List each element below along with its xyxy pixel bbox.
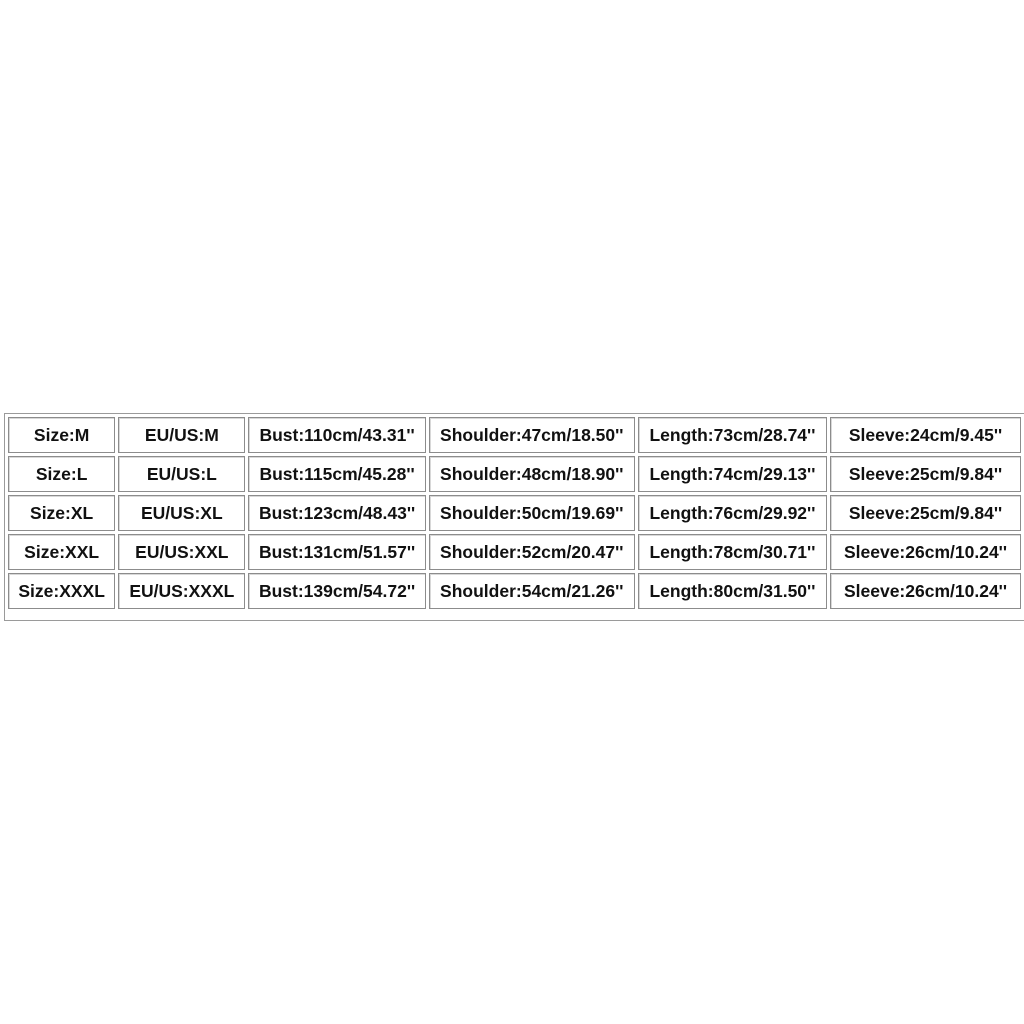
size-cell: Size:XXL bbox=[8, 534, 115, 570]
size-cell: Size:XXXL bbox=[8, 573, 115, 609]
bust-cell: Bust:115cm/45.28'' bbox=[248, 456, 425, 492]
shoulder-cell: Shoulder:47cm/18.50'' bbox=[429, 417, 635, 453]
shoulder-cell: Shoulder:54cm/21.26'' bbox=[429, 573, 635, 609]
table-row bbox=[8, 573, 1021, 609]
table-row bbox=[8, 495, 1021, 531]
size-cell: Size:L bbox=[8, 456, 115, 492]
eu-us-size-cell: EU/US:L bbox=[118, 456, 245, 492]
sleeve-cell: Sleeve:26cm/10.24'' bbox=[830, 573, 1021, 609]
size-chart bbox=[4, 413, 1024, 621]
length-cell: Length:73cm/28.74'' bbox=[638, 417, 827, 453]
shoulder-cell: Shoulder:48cm/18.90'' bbox=[429, 456, 635, 492]
sleeve-cell: Sleeve:25cm/9.84'' bbox=[830, 495, 1021, 531]
bust-cell: Bust:123cm/48.43'' bbox=[248, 495, 425, 531]
length-cell: Length:80cm/31.50'' bbox=[638, 573, 827, 609]
size-chart-table bbox=[5, 414, 1024, 612]
table-row bbox=[8, 456, 1021, 492]
eu-us-size-cell: EU/US:XL bbox=[118, 495, 245, 531]
size-cell: Size:XL bbox=[8, 495, 115, 531]
size-cell: Size:M bbox=[8, 417, 115, 453]
sleeve-cell: Sleeve:26cm/10.24'' bbox=[830, 534, 1021, 570]
bust-cell: Bust:139cm/54.72'' bbox=[248, 573, 425, 609]
shoulder-cell: Shoulder:50cm/19.69'' bbox=[429, 495, 635, 531]
shoulder-cell: Shoulder:52cm/20.47'' bbox=[429, 534, 635, 570]
sleeve-cell: Sleeve:25cm/9.84'' bbox=[830, 456, 1021, 492]
table-row bbox=[8, 534, 1021, 570]
length-cell: Length:78cm/30.71'' bbox=[638, 534, 827, 570]
length-cell: Length:74cm/29.13'' bbox=[638, 456, 827, 492]
bust-cell: Bust:131cm/51.57'' bbox=[248, 534, 425, 570]
eu-us-size-cell: EU/US:XXXL bbox=[118, 573, 245, 609]
eu-us-size-cell: EU/US:M bbox=[118, 417, 245, 453]
eu-us-size-cell: EU/US:XXL bbox=[118, 534, 245, 570]
length-cell: Length:76cm/29.92'' bbox=[638, 495, 827, 531]
table-row bbox=[8, 417, 1021, 453]
sleeve-cell: Sleeve:24cm/9.45'' bbox=[830, 417, 1021, 453]
bust-cell: Bust:110cm/43.31'' bbox=[248, 417, 425, 453]
